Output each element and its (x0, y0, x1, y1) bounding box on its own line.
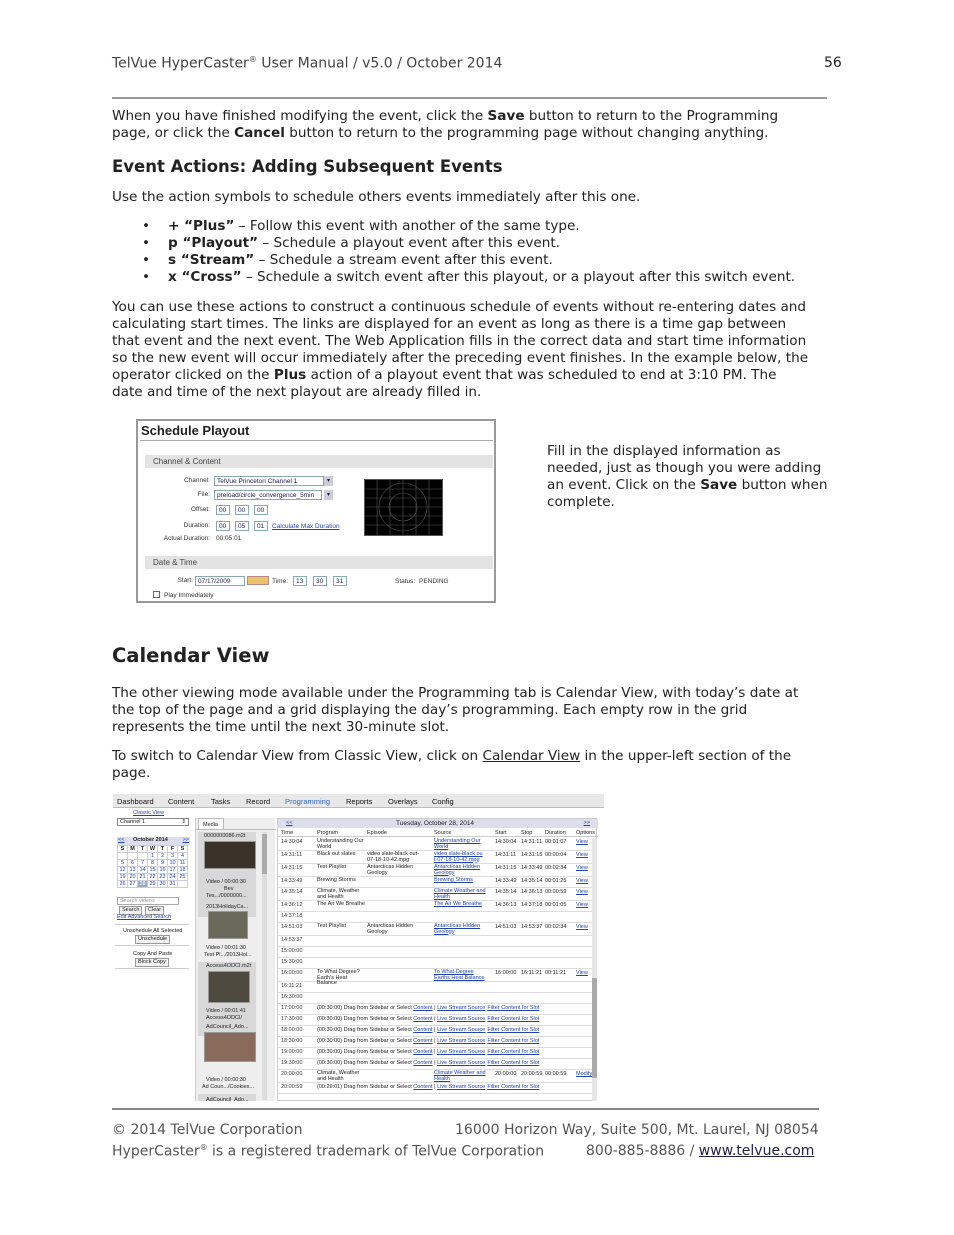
calendar-day[interactable]: 16 (159, 867, 166, 873)
tab-record[interactable]: Record (246, 797, 271, 806)
time-cell: 18:30:00 (281, 1038, 303, 1044)
offset-seconds-input[interactable]: 00 (254, 505, 268, 515)
duration-cell: 00:01:07 (545, 839, 567, 845)
calendar-day[interactable]: 11 (178, 860, 188, 867)
live-stream-link[interactable]: Live Stream Source (437, 1027, 486, 1033)
calendar-day[interactable]: 31 (169, 881, 176, 887)
calendar-day[interactable]: 27 (129, 881, 136, 887)
calendar-day[interactable]: 24 (169, 874, 176, 880)
calendar-day[interactable]: 10 (169, 860, 176, 866)
time-cell: 17:30:00 (281, 1016, 303, 1022)
calendar-day[interactable]: 28 (139, 881, 146, 887)
source-link[interactable]: Antarcticas Hidden Geology (434, 864, 481, 876)
grid-header: Time Program Episode Source Start Stop Duration Options (278, 828, 598, 837)
table-row (278, 1015, 592, 1026)
time-cell: 20:00:59 (281, 1084, 303, 1090)
channel-label: Channel: (183, 477, 210, 484)
chevron-down-icon[interactable]: ▾ (324, 476, 333, 486)
view-link[interactable]: View (576, 852, 588, 858)
schedule-playout-screenshot (136, 419, 496, 603)
search-button[interactable]: Search (119, 906, 142, 915)
view-link[interactable]: View (576, 889, 588, 895)
calendar-day[interactable]: 29 (149, 881, 156, 887)
stop-cell: 14:31:11 (521, 839, 543, 845)
divider (115, 924, 189, 925)
actual-duration-value: 00:05:01 (216, 535, 242, 542)
content-link[interactable]: Content (413, 1027, 433, 1033)
classic-view-link[interactable]: Classic View (133, 810, 165, 816)
episode-cell: video slate-black out-07-18-10-42.mpg (367, 851, 419, 863)
time-cell: 14:53:37 (281, 937, 303, 943)
calendar-day[interactable]: 23 (159, 874, 166, 880)
section-heading-calendar-view: Calendar View (112, 644, 270, 667)
weekday-label: W (148, 846, 158, 853)
duration-label: Duration: (183, 522, 210, 529)
calendar-day[interactable]: 21 (139, 874, 146, 880)
footer-address: 16000 Horizon Way, Suite 500, Mt. Laurel, NJ 08054 (455, 1122, 819, 1138)
start-cell: 14:30:04 (495, 839, 517, 845)
block-copy-button[interactable]: Block Copy (135, 958, 169, 967)
time-cell: 14:30:04 (281, 839, 303, 845)
filter-content-link[interactable]: Filter Content for Slot (487, 1049, 540, 1055)
prev-day-button[interactable]: << (286, 820, 293, 826)
time-cell: 19:30:00 (281, 1060, 303, 1066)
weekday-label: M (128, 846, 138, 853)
intro-paragraph: When you have finished modifying the event, click the Save button to return to the Programming page, or click the Cancel button to return to the programming page without changing anything. (112, 108, 779, 141)
list-item[interactable]: AdCouncil_Ado... (198, 1094, 256, 1101)
source-link[interactable]: Antarcticas Hidden Geology (434, 923, 481, 935)
calendar-day[interactable]: 22 (149, 874, 156, 880)
episode-cell: Antarcticas Hidden Geology (367, 923, 414, 935)
weekday-label: T (158, 846, 168, 853)
date-header-bar (278, 819, 598, 828)
video-preview (364, 479, 443, 536)
offset-label: Offset: (190, 506, 210, 513)
view-link[interactable]: View (576, 902, 588, 908)
episode-cell: Antarcticas Hidden Geology (367, 864, 414, 876)
table-row (278, 1048, 592, 1059)
main-nav (113, 794, 604, 808)
divider (196, 829, 276, 830)
video-thumbnail (208, 971, 250, 1003)
start-cell: 20:00:00 (495, 1071, 517, 1077)
section-date-time: Date & Time (145, 556, 493, 569)
empty-slot-text: (00:30:00) Drag from Sidebar or Select Content | Live Stream Source Filter Content for Slot (317, 1016, 540, 1022)
table-row (278, 864, 592, 877)
grid-body (278, 838, 592, 1101)
unschedule-button[interactable]: Unschedule (135, 935, 170, 944)
source-link[interactable]: Climate Weather and Health (434, 1070, 486, 1082)
file-input[interactable]: preload/circle_convergence_5min (214, 490, 322, 500)
calendar-day[interactable]: 12 (119, 867, 126, 873)
start-cell: 14:33:49 (495, 878, 517, 884)
calendar-day[interactable]: 4 (178, 853, 188, 860)
calendar-day[interactable]: 19 (119, 874, 126, 880)
calendar-day[interactable]: 25 (179, 874, 186, 880)
filter-content-link[interactable]: Filter Content for Slot (487, 1016, 540, 1022)
calendar-day[interactable]: 6 (128, 860, 138, 867)
tab-tasks[interactable]: Tasks (211, 797, 231, 806)
time-cell: 16:30:00 (281, 994, 303, 1000)
calendar-day (118, 853, 128, 860)
calendar-day[interactable]: 3 (168, 853, 178, 860)
stop-cell: 14:37:18 (521, 902, 543, 908)
empty-slot-text: (00:30:00) Drag from Sidebar or Select Content | Live Stream Source Filter Content for Slot (317, 1027, 540, 1033)
running-header: TelVue HyperCaster® User Manual / v5.0 / October 2014 (112, 55, 503, 72)
modify-link[interactable]: Modify (576, 1071, 592, 1077)
stop-cell: 20:00:59 (521, 1071, 543, 1077)
footer-trademark: HyperCaster® is a registered trademark of TelVue Corporation (112, 1143, 545, 1160)
table-row (278, 1026, 592, 1037)
date-header: Tuesday, October 28, 2014 (396, 820, 475, 827)
content-link[interactable]: Content (413, 1005, 433, 1011)
action-list (112, 218, 852, 286)
calendar-day[interactable]: 2 (158, 853, 168, 860)
source-link[interactable]: Climate Weather and Health (434, 888, 486, 900)
table-row (278, 947, 592, 958)
calendar-day[interactable]: 15 (149, 867, 156, 873)
calendar-day (178, 881, 188, 888)
time-cell: 16:00:00 (281, 970, 303, 976)
stop-cell: 14:53:37 (521, 924, 543, 930)
time-cell: 15:30:00 (281, 959, 303, 965)
table-row (278, 888, 592, 901)
table-row (278, 1004, 592, 1015)
duration-cell: 00:02:34 (545, 865, 567, 871)
side-note: Fill in the displayed information as needed, just as though you were adding an event. Click on the Save button when complete. (547, 443, 828, 510)
advanced-search-link[interactable]: Edit Advanced Search (117, 914, 172, 920)
time-cell: 20:00:00 (281, 1071, 303, 1077)
calendar-switch-paragraph: To switch to Calendar View from Classic View, click on Calendar View in the upper-left section of the page. (112, 748, 792, 781)
calendar-day[interactable]: 9 (158, 860, 168, 867)
weekday-label: F (168, 846, 178, 853)
time-hours-input[interactable]: 13 (293, 576, 307, 586)
calendar-day[interactable]: 5 (118, 860, 128, 867)
duration-hours-input[interactable]: 00 (216, 521, 230, 531)
calendar-view-screenshot (113, 794, 604, 1101)
live-stream-link[interactable]: Live Stream Source (437, 1005, 486, 1011)
time-cell: 19:00:00 (281, 1049, 303, 1055)
program-cell: To What Degree? Earth's Heat Balance (317, 969, 360, 986)
chevron-down-icon[interactable]: ▾ (324, 490, 333, 500)
search-input[interactable]: Search videos (117, 897, 179, 905)
time-cell: 16:11:21 (281, 983, 303, 989)
calendar-day[interactable]: 13 (129, 867, 136, 873)
view-link[interactable]: View (576, 970, 588, 976)
file-label: File: (197, 491, 210, 498)
stop-cell: 16:11:21 (521, 970, 543, 976)
calendar-day[interactable]: 14 (139, 867, 146, 873)
time-cell: 14:33:49 (281, 878, 303, 884)
time-cell: 17:00:00 (281, 1005, 303, 1011)
calendar-picker-icon[interactable] (247, 576, 269, 585)
copy-paste-label: Copy And Paste (133, 951, 173, 957)
table-row (278, 993, 592, 1004)
divider (115, 968, 189, 969)
duration-cell: 00:00:59 (545, 1071, 567, 1077)
time-cell: 14:37:18 (281, 913, 303, 919)
time-cell: 15:00:00 (281, 948, 303, 954)
content-link[interactable]: Content (413, 1060, 433, 1066)
duration-seconds-input[interactable]: 01 (254, 521, 268, 531)
program-cell: Climate, Weather and Health (317, 888, 360, 900)
stop-cell: 14:31:15 (521, 852, 543, 858)
unschedule-all-label: Unschedule All Selected (123, 928, 183, 934)
program-cell: Test Playlist (317, 923, 347, 929)
program-cell: Black out slates (317, 851, 356, 857)
media-list (198, 832, 256, 1101)
footer-contact: 800-885-8886 / www.telvue.com (586, 1143, 815, 1159)
channel-select[interactable]: Channel 1 ⇕ (117, 818, 189, 826)
live-stream-link[interactable]: Live Stream Source (437, 1038, 486, 1044)
table-row (278, 877, 592, 888)
live-stream-link[interactable]: Live Stream Source (437, 1016, 486, 1022)
start-cell: 14:36:13 (495, 902, 517, 908)
time-cell: 14:35:14 (281, 889, 303, 895)
calendar-day[interactable]: 1 (148, 853, 158, 860)
calculate-max-duration-link[interactable]: Calculate Max Duration (272, 523, 340, 530)
video-thumbnail (204, 841, 256, 869)
table-row (278, 1083, 592, 1094)
empty-slot-text: (00:30:00) Drag from Sidebar or Select Content | Live Stream Source Filter Content for Slot (317, 1060, 540, 1066)
view-link[interactable]: View (576, 924, 588, 930)
offset-minutes-input[interactable]: 00 (235, 505, 249, 515)
time-cell: 14:36:12 (281, 902, 303, 908)
view-link[interactable]: View (576, 878, 588, 884)
duration-minutes-input[interactable]: 05 (235, 521, 249, 531)
table-row (278, 1059, 592, 1070)
website-link[interactable]: www.telvue.com (698, 1143, 815, 1159)
calendar-view-paragraph: The other viewing mode available under the Programming tab is Calendar View, with today’s date at the top of the page and a grid displaying the day’s programming. Each empty row in the grid represents the time until the next 30-minute slot. (112, 685, 799, 735)
empty-slot-text: (00:30:00) Drag from Sidebar or Select Content | Live Stream Source Filter Content for Slot (317, 1005, 540, 1011)
empty-slot-text: (00:30:00) Drag from Sidebar or Select Content | Live Stream Source Filter Content for Slot (317, 1049, 540, 1055)
list-item[interactable]: 2013HolidayCa... Video / 00:01:30 Test Pl.../2013Hol... (204, 904, 252, 958)
time-cell: 14:31:15 (281, 865, 303, 871)
list-item: • + “Plus” – Follow this event with another of the same type. (142, 218, 580, 234)
view-link[interactable]: View (576, 839, 588, 845)
calendar-day[interactable]: 30 (159, 881, 166, 887)
status-value: PENDING (419, 578, 449, 585)
filter-content-link[interactable]: Filter Content for Slot (487, 1027, 540, 1033)
tab-config[interactable]: Config (432, 797, 454, 806)
list-item: • s “Stream” – Schedule a stream event after this event. (142, 252, 553, 268)
source-link[interactable]: Brewing Storms (434, 877, 473, 883)
start-cell: 14:51:03 (495, 924, 517, 930)
tab-overlays[interactable]: Overlays (388, 797, 418, 806)
live-stream-link[interactable]: Live Stream Source (437, 1084, 486, 1090)
tab-reports[interactable]: Reports (346, 797, 373, 806)
program-cell: Understanding Our World (317, 838, 364, 850)
time-cell: 14:31:11 (281, 852, 303, 858)
weekday-label: S (178, 846, 188, 853)
filter-content-link[interactable]: Filter Content for Slot (487, 1038, 540, 1044)
offset-hours-input[interactable]: 00 (216, 505, 230, 515)
content-link[interactable]: Content (413, 1038, 433, 1044)
table-row (278, 838, 592, 851)
source-link[interactable]: video slate-black ou t-07-18-10-42.mpg (434, 851, 483, 863)
time-cell: 14:51:03 (281, 924, 303, 930)
calendar-day (128, 853, 138, 860)
duration-cell: 00:00:04 (545, 852, 567, 858)
source-link[interactable]: The Air We Breathe (434, 901, 482, 907)
divider (140, 440, 493, 441)
next-day-button[interactable]: >> (583, 820, 590, 826)
tab-content[interactable]: Content (168, 797, 195, 806)
tab-dashboard[interactable]: Dashboard (117, 797, 154, 806)
table-row (278, 958, 592, 969)
calendar-day[interactable]: 26 (119, 881, 126, 887)
next-month-button[interactable]: >> (182, 837, 189, 843)
program-cell: The Air We Breathe (317, 901, 365, 907)
table-row (278, 901, 592, 912)
actual-duration-label: Actual Duration: (163, 535, 210, 542)
chevron-down-icon: ⇕ (181, 819, 186, 825)
filter-content-link[interactable]: Filter Content for Slot (487, 1084, 540, 1090)
time-minutes-input[interactable]: 30 (313, 576, 327, 586)
play-immediately-label: Play Immediately (164, 592, 214, 599)
table-row (278, 969, 592, 986)
list-item: • x “Cross” – Schedule a switch event after this playout, or a playout after this switch event. (142, 269, 796, 285)
stop-cell: 14:36:13 (521, 889, 543, 895)
duration-cell: 00:01:25 (545, 878, 567, 884)
header-rule (112, 97, 827, 99)
media-sidebar (195, 818, 275, 1101)
footer-rule (112, 1108, 819, 1110)
start-label: Start: (177, 577, 193, 584)
month-label: October 2014 (133, 837, 168, 843)
list-item[interactable]: 0000000086.m2t Video / 00:00:30 Bev Tes.../0000000... (198, 832, 256, 917)
grid-scrollbar[interactable] (592, 838, 597, 1101)
schedule-grid (277, 818, 597, 1101)
filter-content-link[interactable]: Filter Content for Slot (487, 1060, 540, 1066)
prev-month-button[interactable]: << (118, 837, 125, 843)
start-cell: 14:31:11 (495, 852, 517, 858)
duration-cell: 00:01:05 (545, 902, 567, 908)
play-immediately-checkbox[interactable] (153, 591, 160, 598)
video-thumbnail (204, 1032, 256, 1062)
start-cell: 14:35:14 (495, 889, 517, 895)
channel-select[interactable]: TelVue Princeton Channel 1 (214, 476, 324, 486)
divider (115, 945, 189, 946)
stop-cell: 14:35:14 (521, 878, 543, 884)
duration-cell: 00:00:59 (545, 889, 567, 895)
start-date-input[interactable]: 07/17/2009 (195, 576, 245, 586)
status-label: Status: (395, 578, 416, 585)
stop-cell: 14:33:49 (521, 865, 543, 871)
time-label: Time: (272, 578, 289, 585)
table-row (278, 1070, 592, 1083)
duration-cell: 00:02:34 (545, 924, 567, 930)
duration-cell: 00:11:21 (545, 970, 567, 976)
schedule-playout-title: Schedule Playout (141, 423, 250, 438)
mini-calendar (117, 837, 190, 888)
clear-button[interactable]: Clear (145, 906, 164, 915)
table-row (278, 851, 592, 864)
calendar-day (138, 853, 148, 860)
calendar-day[interactable]: 18 (179, 867, 186, 873)
start-cell: 16:00:00 (495, 970, 517, 976)
list-item[interactable]: Access4ODCI.m2t Video / 00:01:41 Access4ODCI/ (198, 962, 256, 1036)
content-link[interactable]: Content (413, 1049, 433, 1055)
time-seconds-input[interactable]: 31 (333, 576, 347, 586)
section-heading-event-actions: Event Actions: Adding Subsequent Events (112, 157, 503, 176)
source-link[interactable]: Understanding Our World (434, 838, 481, 850)
video-thumbnail (208, 911, 248, 939)
start-cell: 14:31:15 (495, 865, 517, 871)
list-item[interactable]: AdCouncil_Ado... Video / 00:00:30 Ad Coun.../Cookies... (198, 1024, 256, 1094)
calendar-day[interactable]: 7 (138, 860, 148, 867)
content-link[interactable]: Content (413, 1016, 433, 1022)
filter-content-link[interactable]: Filter Content for Slot (487, 1005, 540, 1011)
time-cell: 18:00:00 (281, 1027, 303, 1033)
table-row (278, 982, 592, 993)
table-row (278, 912, 592, 923)
table-row (278, 1037, 592, 1048)
tab-programming[interactable]: Programming (285, 797, 331, 806)
empty-slot-text: (00:29:01) Drag from Sidebar or Select Content | Live Stream Source Filter Content for Slot (317, 1084, 540, 1090)
table-row (278, 923, 592, 936)
weekday-label: T (138, 846, 148, 853)
view-link[interactable]: View (576, 865, 588, 871)
media-scrollbar[interactable] (262, 832, 267, 1100)
calendar-view-link[interactable]: Calendar View (482, 748, 581, 764)
content-link[interactable]: Content (413, 1084, 433, 1090)
live-stream-link[interactable]: Live Stream Source (437, 1060, 486, 1066)
calendar-day[interactable]: 17 (169, 867, 176, 873)
event-actions-lead: Use the action symbols to schedule others events immediately after this one. (112, 189, 641, 205)
program-cell: Climate, Weather and Health (317, 1070, 360, 1082)
empty-slot-text: (00:30:00) Drag from Sidebar or Select Content | Live Stream Source Filter Content for Slot (317, 1038, 540, 1044)
section-channel-content: Channel & Content (145, 455, 493, 468)
event-actions-paragraph: You can use these actions to construct a continuous schedule of events without re-entering dates and calculating start times. The links are displayed for an event as long as there is a time gap between that event and the next event. The Web Application fills in the correct data and start time information so the new event will occur immediately after the preceding event finishes. In the example below, the operator clicked on the Plus action of a playout event that was scheduled to end at 3:10 PM. The date and time of the next playout are already filled in. (112, 299, 809, 400)
program-cell: Test Playlist (317, 864, 347, 870)
mini-calendar-grid (117, 845, 188, 888)
program-cell: Brewing Storms (317, 877, 356, 883)
calendar-day[interactable]: 20 (129, 874, 136, 880)
footer-copyright: © 2014 TelVue Corporation (112, 1122, 303, 1138)
live-stream-link[interactable]: Live Stream Source (437, 1049, 486, 1055)
page-number: 56 (824, 55, 842, 71)
table-row (278, 936, 592, 947)
list-item: • p “Playout” – Schedule a playout event after this event. (142, 235, 561, 251)
tab-media[interactable]: Media (198, 818, 224, 829)
source-link[interactable]: To What Degree Earths Heat Balance (434, 969, 485, 981)
weekday-label: S (118, 846, 128, 853)
calendar-day[interactable]: 8 (148, 860, 158, 867)
